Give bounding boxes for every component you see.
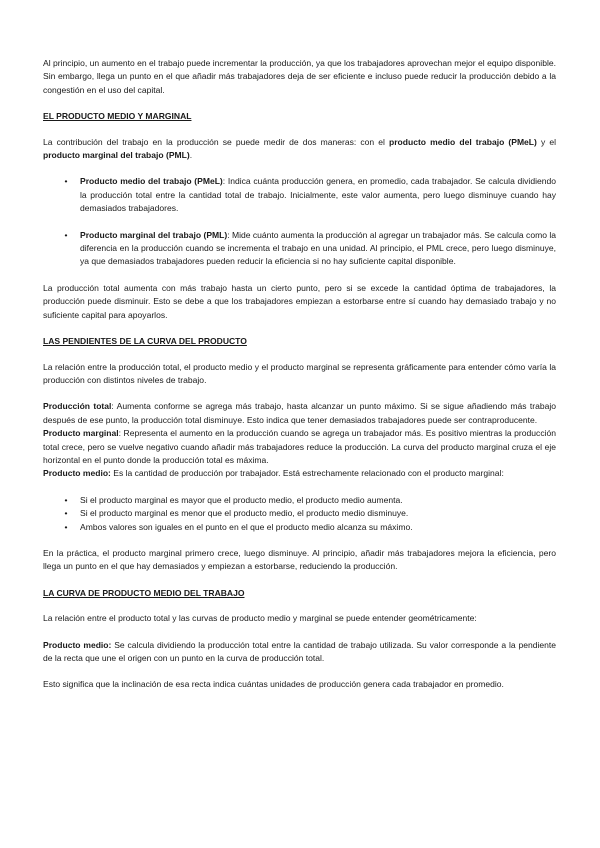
bullet-text: Si el producto marginal es menor que el producto medio, el producto medio disminuye. xyxy=(80,508,409,519)
section3-producto-medio-paragraph xyxy=(43,639,556,666)
bullet-text: Ambos valores son iguales en el punto en el que el producto medio alcanza su máximo. xyxy=(80,521,413,532)
section1-closing-paragraph: La producción total aumenta con más trabajo hasta un cierto punto, pero si se excede la cantidad óptima de trabajadores, la producción puede disminuir. Esto se debe a que los trabajadores empiezan a estorbarse entre sí cuando hay demasiado trabajo y no suficiente capital para apoyarlos. xyxy=(43,282,556,320)
section2-closing-paragraph: En la práctica, el producto marginal primero crece, luego disminuye. Al principio, añadir más trabajadores mejora la eficiencia, pero llega un punto en el que hay demasiados y empiezan a estorbarse, reduciendo la producción. xyxy=(43,547,556,572)
section2-bullet-list xyxy=(43,494,556,534)
section1-intro-text-d: . xyxy=(189,150,193,161)
section2-intro-paragraph: La relación entre la producción total, el producto medio y el producto marginal se representa gráficamente para entender cómo varía la producción con distintos niveles de trabajo. xyxy=(43,361,556,385)
section3-intro-paragraph: La relación entre el producto total y las curvas de producto medio y marginal se puede entender geométricamente: xyxy=(43,613,477,624)
section1-intro-text-a: La contribución del trabajo en la producción se puede medir de dos maneras: con el xyxy=(43,136,389,147)
section1-intro-term-pml: producto marginal del trabajo (PML) xyxy=(43,150,190,161)
intro-paragraph: Al principio, un aumento en el trabajo puede incrementar la producción, ya que los trabajadores aprovechan mejor el equipo disponible. Sin embargo, llega un punto en el que añadir más trabajadores deja de ser eficiente e incluso puede reducir la producción debido a la congestión en el uso del capital. xyxy=(43,58,556,95)
bullet-text: : Mide cuánto aumenta la producción al agregar un trabajador más. Se calcula como la diferencia en la producción cuando se incrementa el trabajo en una unidad. Al principio, el PML crece, pero luego disminuye, ya que demasiados trabajadores pueden reducir la eficiencia si no hay suficiente capital disponible. xyxy=(80,229,556,267)
bullet-icon: • xyxy=(64,521,68,532)
section-heading-pendientes-curva: LAS PENDIENTES DE LA CURVA DEL PRODUCTO xyxy=(43,336,247,347)
produccion-total-term: Producción total xyxy=(43,401,112,412)
producto-medio-text: Se calcula dividiendo la producción total entre la cantidad de trabajo utilizada. Su valor corresponde a la pendiente de la recta que une el origen con un punto en la curva de producción total. xyxy=(43,639,556,663)
section-heading-curva-producto-medio: LA CURVA DE PRODUCTO MEDIO DEL TRABAJO xyxy=(43,587,245,598)
bullet-term: Producto marginal del trabajo (PML) xyxy=(80,229,228,240)
producto-marginal-term: Producto marginal xyxy=(43,428,119,439)
producto-medio-term: Producto medio: xyxy=(43,468,111,479)
section1-intro-term-pmel: producto medio del trabajo (PMeL) xyxy=(388,136,537,147)
producto-medio-paragraph xyxy=(43,467,556,480)
bullet-icon: • xyxy=(64,229,68,240)
list-item xyxy=(43,521,556,534)
produccion-total-text: : Aumenta conforme se agrega más trabajo, hasta alcanzar un punto máximo. Si se sigue añadiendo más trabajo después de ese punto, la producción total disminuye. Esto indica que tener demasiados trabajadores puede ser contraproducente. xyxy=(43,401,556,425)
producto-medio-term: Producto medio: xyxy=(43,639,112,650)
bullet-icon: • xyxy=(64,176,68,187)
list-item xyxy=(43,494,556,507)
list-item xyxy=(43,175,556,215)
section-heading-producto-medio-marginal: EL PRODUCTO MEDIO Y MARGINAL xyxy=(43,111,192,122)
section3-closing-paragraph: Esto significa que la inclinación de esa recta indica cuántas unidades de producción genera cada trabajador en promedio. xyxy=(43,679,504,690)
bullet-text: : Indica cuánta producción genera, en promedio, cada trabajador. Se calcula dividiendo la producción total entre la cantidad total de trabajo. Inicialmente, este valor aumenta, pero luego disminuye cuando hay demasiados trabajadores. xyxy=(80,176,557,214)
producto-marginal-paragraph xyxy=(43,427,556,467)
section1-intro-paragraph xyxy=(43,136,556,163)
producto-medio-text: Es la cantidad de producción por trabajador. Está estrechamente relacionado con el producto marginal: xyxy=(110,468,504,479)
section1-intro-text-c: y el xyxy=(536,136,556,147)
bullet-icon: • xyxy=(64,494,68,505)
list-item xyxy=(43,507,556,520)
producto-marginal-text: : Representa el aumento en la producción cuando se agrega un trabajador más. Es positivo mientras la producción total crece, pero se vuelve negativo cuando añadir más trabajadores reduce la producción. La curva del producto marginal cruza el eje horizontal en el punto donde la producción total es máxima. xyxy=(43,428,556,465)
bullet-icon: • xyxy=(64,508,68,519)
produccion-total-paragraph xyxy=(43,400,556,427)
list-item xyxy=(43,229,556,269)
bullet-text: Si el producto marginal es mayor que el producto medio, el producto medio aumenta. xyxy=(80,494,403,505)
section1-bullet-list xyxy=(43,175,556,268)
bullet-term: Producto medio del trabajo (PMeL) xyxy=(80,176,223,187)
